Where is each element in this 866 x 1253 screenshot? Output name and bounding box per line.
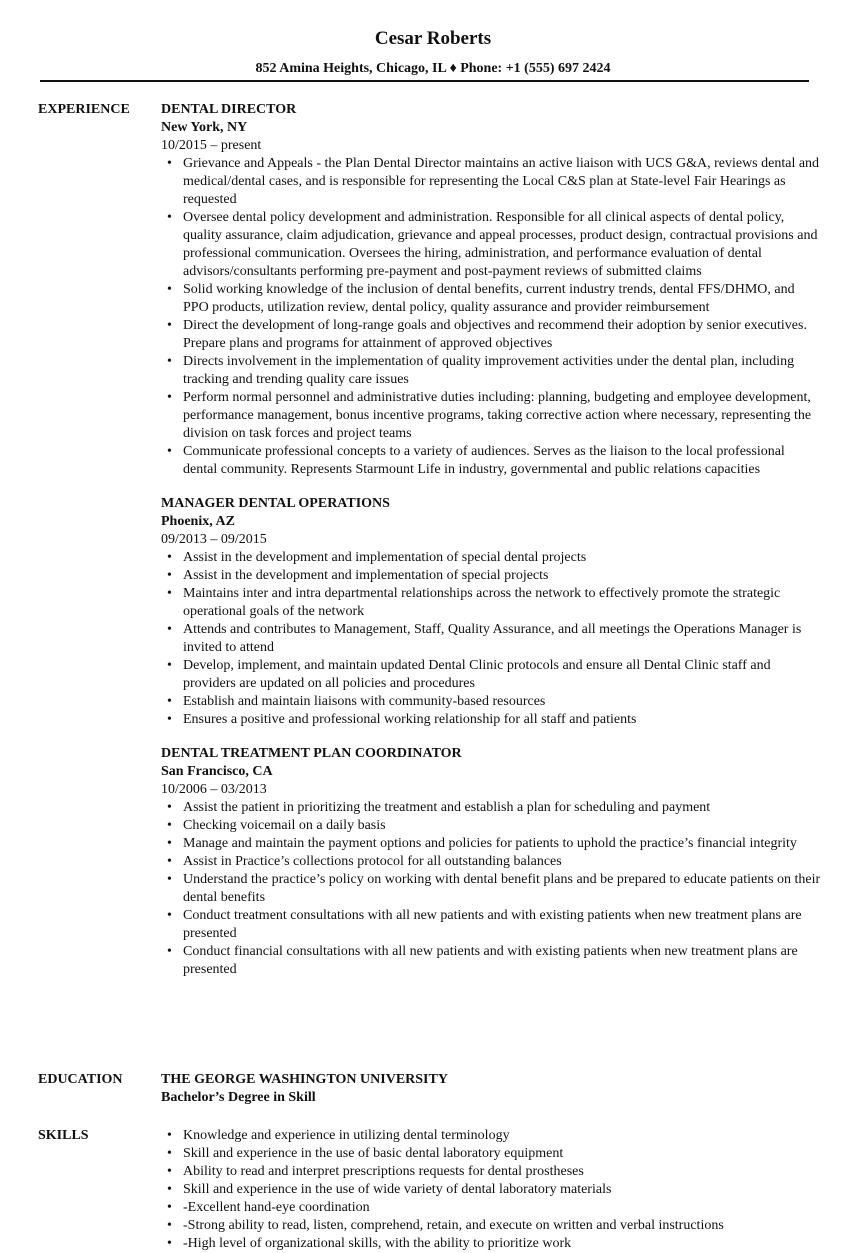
job-location: Phoenix, AZ [161,514,235,529]
bullet-item: • Conduct treatment consultations with all new patients and with existing patients when new treatment plans are presented [183,907,821,943]
section-label-experience: EXPERIENCE [38,102,130,117]
degree: Bachelor’s Degree in Skill [161,1090,316,1105]
skills-list [161,1127,821,1253]
skill-item: • -High level of organizational skills, with the ability to prioritize work [183,1235,821,1253]
skill-item: • -Strong ability to read, listen, comprehend, retain, and execute on written and verbal instructions [183,1217,821,1235]
job-entry [161,101,821,479]
job-title: DENTAL TREATMENT PLAN COORDINATOR [161,746,462,761]
bullet-item: • Assist in Practice’s collections protocol for all outstanding balances [183,853,821,871]
job-bullets [161,549,821,729]
bullet-item: • Assist in the development and implementation of special projects [183,567,821,585]
bullet-item: • Assist in the development and implementation of special dental projects [183,549,821,567]
bullet-item: • Perform normal personnel and administrative duties including: planning, budgeting and employee development, performance management, bonus incentive programs, taking corrective action where necessary, representing the division on task forces and project teams [183,389,821,443]
school-name: THE GEORGE WASHINGTON UNIVERSITY [161,1072,448,1087]
bullet-item: • Conduct financial consultations with all new patients and with existing patients when new treatment plans are presented [183,943,821,979]
job-bullets [161,799,821,979]
section-label-education: EDUCATION [38,1072,123,1087]
job-title: MANAGER DENTAL OPERATIONS [161,496,390,511]
bullet-item: • Solid working knowledge of the inclusion of dental benefits, current industry trends, dental FFS/DHMO, and PPO products, utilization review, dental policy, quality assurance and provider reimbursement [183,281,821,317]
candidate-name: Cesar Roberts [374,28,492,49]
bullet-item: • Communicate professional concepts to a variety of audiences. Serves as the liaison to the local professional dental community. Represents Starmount Life in industry, governmental and public relations capacities [183,443,821,479]
skills-list-wrap [161,1127,821,1253]
header-divider [40,80,809,82]
bullet-item: • Establish and maintain liaisons with community-based resources [183,693,821,711]
section-label-skills: SKILLS [38,1128,89,1143]
bullet-item: • Checking voicemail on a daily basis [183,817,821,835]
contact-line: 852 Amina Heights, Chicago, IL ♦ Phone: +1 (555) 697 2424 [255,61,611,76]
bullet-item: • Understand the practice’s policy on working with dental benefit plans and be prepared to educate patients on their dental benefits [183,871,821,907]
job-entry [161,495,821,729]
job-location: San Francisco, CA [161,764,273,779]
job-dates: 10/2006 – 03/2013 [161,782,267,797]
job-bullets [161,155,821,479]
bullet-item: • Manage and maintain the payment options and policies for patients to uphold the practice’s financial integrity [183,835,821,853]
bullet-item: • Direct the development of long-range goals and objectives and recommend their adoption by senior executives. Prepare plans and programs for attainment of approved objectives [183,317,821,353]
experience-list [161,101,821,995]
education-entry [161,1071,821,1107]
bullet-item: • Develop, implement, and maintain updated Dental Clinic protocols and ensure all Dental Clinic staff and providers are updated on all policies and procedures [183,657,821,693]
job-title: DENTAL DIRECTOR [161,102,297,117]
bullet-item: • Oversee dental policy development and administration. Responsible for all clinical aspects of dental policy, quality assurance, claim adjudication, grievance and appeal processes, product design, contractual provisions and professional communication. Oversees the hiring, administration, and performance evaluation of dental advisors/consultants performing pre-payment and post-payment reviews of submitted claims [183,209,821,281]
bullet-item: • Assist the patient in prioritizing the treatment and establish a plan for scheduling and payment [183,799,821,817]
job-location: New York, NY [161,120,248,135]
skill-item: • Knowledge and experience in utilizing dental terminology [183,1127,821,1145]
bullet-item: • Attends and contributes to Management, Staff, Quality Assurance, and all meetings the Operations Manager is invited to attend [183,621,821,657]
bullet-item: • Directs involvement in the implementation of quality improvement activities under the dental plan, including tracking and trending quality care issues [183,353,821,389]
bullet-item: • Grievance and Appeals - the Plan Dental Director maintains an active liaison with UCS G&A, reviews dental and medical/dental cases, and is responsible for representing the Local C&S plan at State-level Fair Hearings as requested [183,155,821,209]
skill-item: • Ability to read and interpret prescriptions requests for dental prostheses [183,1163,821,1181]
skill-item: • -Excellent hand-eye coordination [183,1199,821,1217]
job-entry [161,745,821,979]
skill-item: • Skill and experience in the use of basic dental laboratory equipment [183,1145,821,1163]
skill-item: • Skill and experience in the use of wide variety of dental laboratory materials [183,1181,821,1199]
bullet-item: • Maintains inter and intra departmental relationships across the network to effectively promote the strategic operational goals of the network [183,585,821,621]
job-dates: 10/2015 – present [161,138,262,153]
bullet-item: • Ensures a positive and professional working relationship for all staff and patients [183,711,821,729]
job-dates: 09/2013 – 09/2015 [161,532,267,547]
